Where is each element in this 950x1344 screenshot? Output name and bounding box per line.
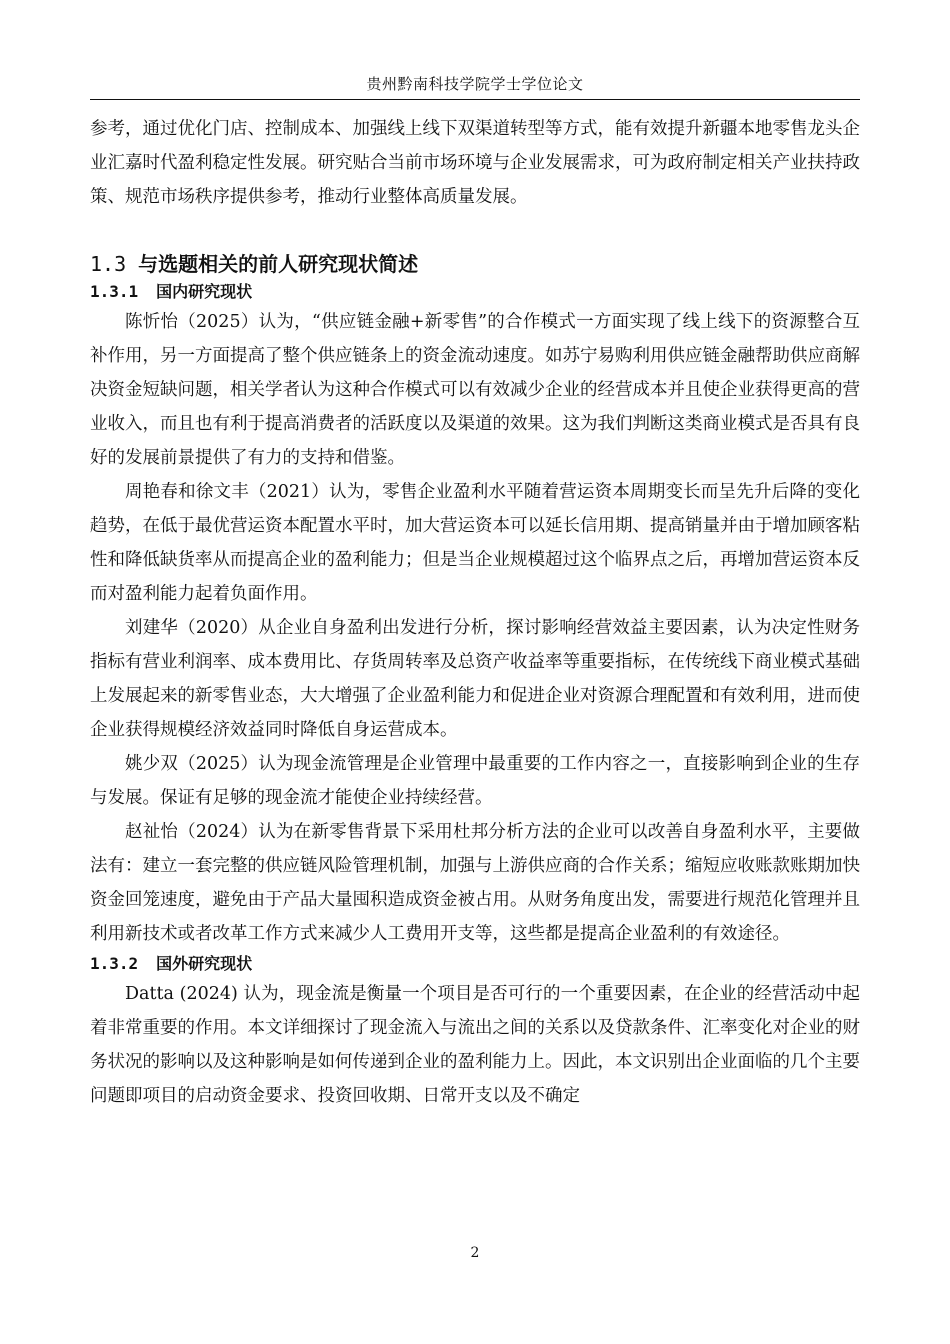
subsection-number: 1.3.1 (90, 282, 139, 301)
domestic-paragraph-zhou: 周艳春和徐文丰（2021）认为，零售企业盈利水平随着营运资本周期变长而呈先升后降的变化趋势，在低于最优营运资本配置水平时，加大营运资本可以延长信用期、提高销量并由于增加顾客粘性和降低缺货率从而提高企业的盈利能力；但是当企业规模超过这个临界点之后，再增加营运资本反而对盈利能力起着负面作用。 (90, 482, 860, 604)
section-heading-1-3 (90, 249, 860, 279)
page-number: 2 (470, 1245, 480, 1261)
section-title: 与选题相关的前人研究现状简述 (138, 252, 419, 276)
subsection-heading-1-3-1 (90, 279, 860, 305)
subsection-number: 1.3.2 (90, 954, 139, 973)
intro-paragraph: 参考，通过优化门店、控制成本、加强线上线下双渠道转型等方式，能有效提升新疆本地零售龙头企业汇嘉时代盈利稳定性发展。研究贴合当前市场环境与企业发展需求，可为政府制定相关产业扶持政策、规范市场秩序提供参考，推动行业整体高质量发展。 (90, 119, 860, 207)
domestic-paragraph-yao: 姚少双（2025）认为现金流管理是企业管理中最重要的工作内容之一，直接影响到企业的生存与发展。保证有足够的现金流才能使企业持续经营。 (90, 754, 860, 808)
foreign-paragraph-datta: Datta (2024) 认为，现金流是衡量一个项目是否可行的一个重要因素，在企业的经营活动中起着非常重要的作用。本文详细探讨了现金流入与流出之间的关系以及贷款条件、汇率变化对企业的财务状况的影响以及这种影响是如何传递到企业的盈利能力上。因此，本文识别出企业面临的几个主要问题即项目的启动资金要求、投资回收期、日常开支以及不确定 (90, 984, 860, 1106)
subsection-heading-1-3-2 (90, 951, 860, 977)
page-body (90, 112, 860, 1113)
running-header-title: 贵州黔南科技学院学士学位论文 (366, 75, 584, 93)
domestic-paragraph-chen: 陈忻怡（2025）认为，“供应链金融+新零售”的合作模式一方面实现了线上线下的资源整合互补作用，另一方面提高了整个供应链条上的资金流动速度。如苏宁易购利用供应链金融帮助供应商解决资金短缺问题，相关学者认为这种合作模式可以有效减少企业的经营成本并且使企业获得更高的营业收入，而且也有利于提高消费者的活跃度以及渠道的效果。这为我们判断这类商业模式是否具有良好的发展前景提供了有力的支持和借鉴。 (90, 312, 860, 468)
subsection-title: 国内研究现状 (156, 282, 253, 301)
domestic-paragraph-liu: 刘建华（2020）从企业自身盈利出发进行分析，探讨影响经营效益主要因素，认为决定性财务指标有营业利润率、成本费用比、存货周转率及总资产收益率等重要指标，在传统线下商业模式基础上发展起来的新零售业态，大大增强了企业盈利能力和促进企业对资源合理配置和有效利用，进而使企业获得规模经济效益同时降低自身运营成本。 (90, 618, 860, 740)
domestic-paragraph-zhao: 赵祉怡（2024）认为在新零售背景下采用杜邦分析方法的企业可以改善自身盈利水平，主要做法有：建立一套完整的供应链风险管理机制，加强与上游供应商的合作关系；缩短应收账款账期加快资金回笼速度，避免由于产品大量囤积造成资金被占用。从财务角度出发，需要进行规范化管理并且利用新技术或者改革工作方式来减少人工费用开支等，这些都是提高企业盈利的有效途径。 (90, 822, 860, 944)
header-divider (90, 99, 860, 100)
section-number: 1.3 (90, 252, 127, 276)
subsection-title: 国外研究现状 (156, 954, 253, 973)
